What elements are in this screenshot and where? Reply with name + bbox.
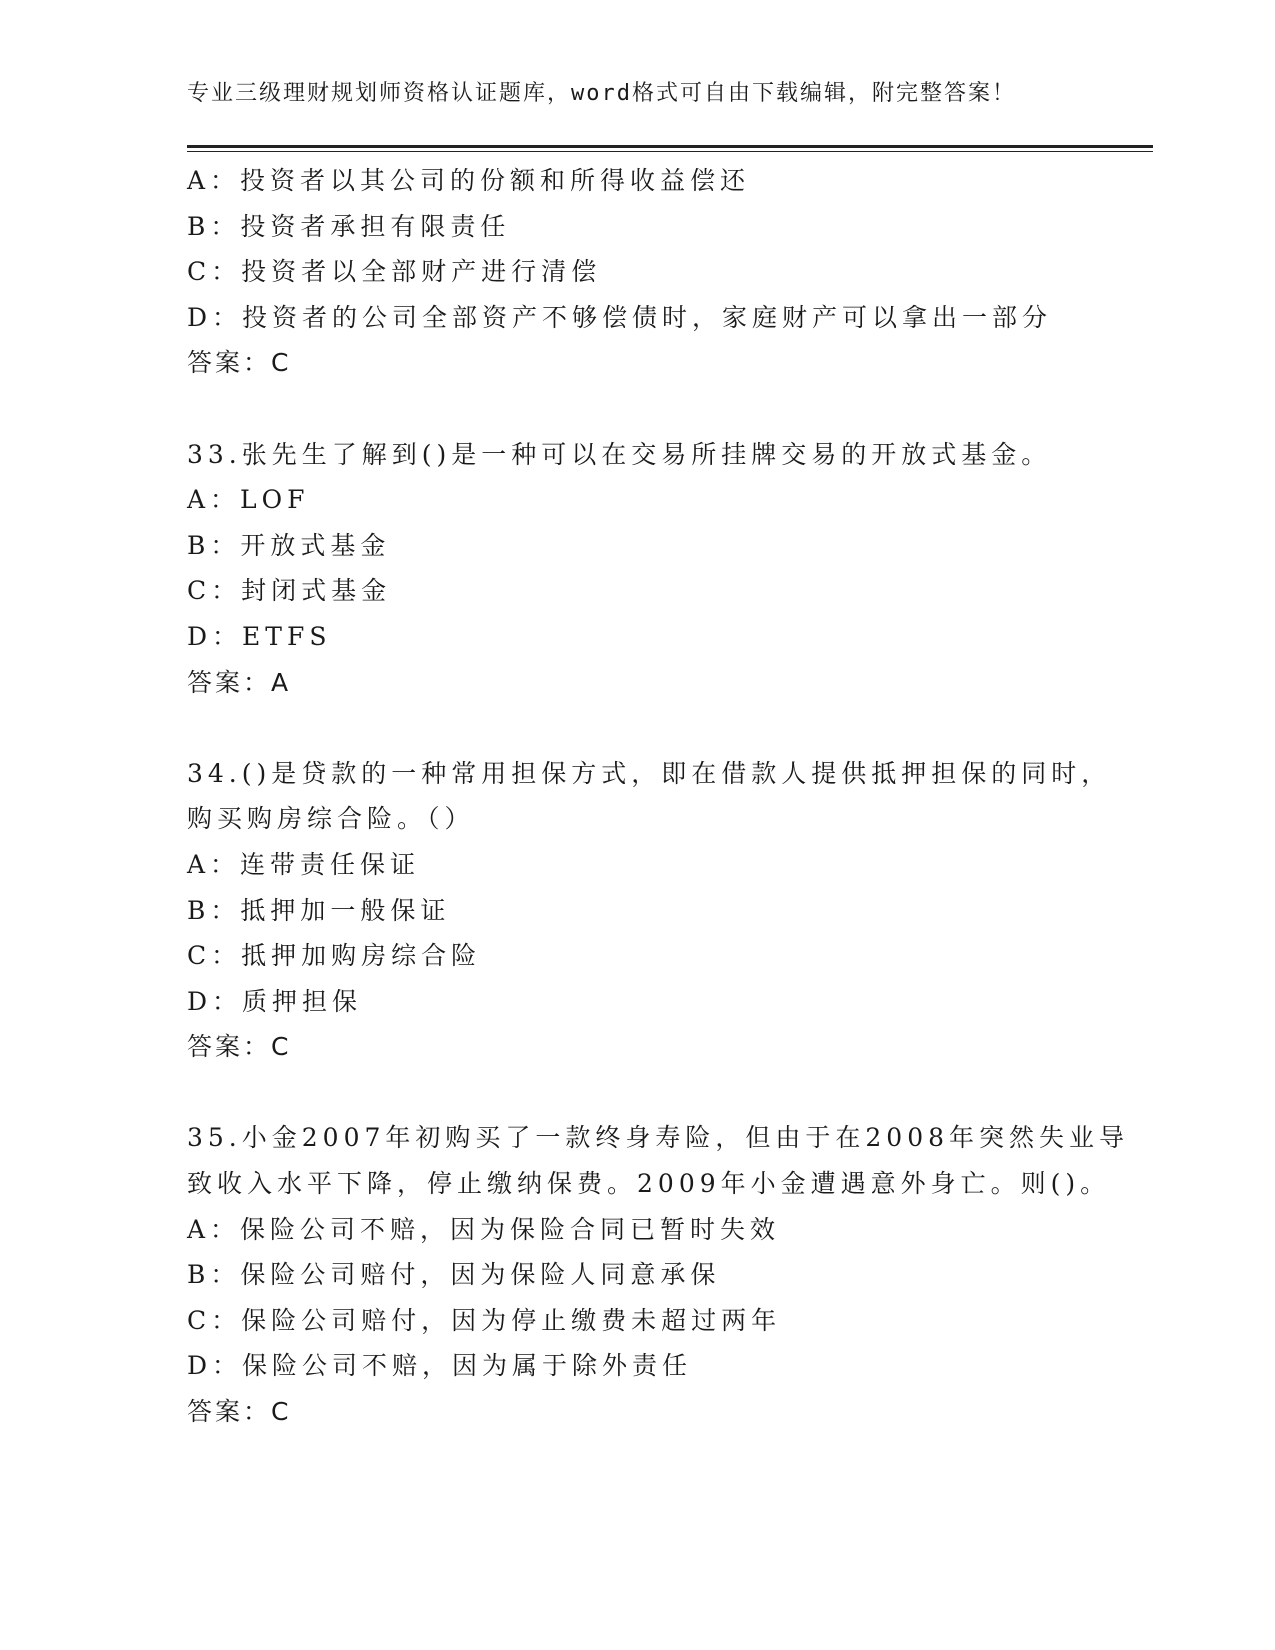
option-d: D：投资者的公司全部资产不够偿债时，家庭财产可以拿出一部分 — [187, 302, 1053, 332]
question-block-35 — [187, 1115, 1130, 1434]
option-b: B：抵押加一般保证 — [187, 895, 451, 925]
question-text-line2: 致收入水平下降，停止缴纳保费。2009年小金遭遇意外身亡。则()。 — [187, 1169, 1111, 1199]
option-a: A：保险公司不赔，因为保险合同已暂时失效 — [187, 1214, 781, 1244]
question-text-line1: 34.()是贷款的一种常用担保方式，即在借款人提供抵押担保的同时， — [187, 758, 1112, 788]
option-c: C：投资者以全部财产进行清偿 — [187, 257, 602, 287]
question-block-34 — [187, 751, 1127, 1070]
answer: 答案：C — [187, 348, 292, 378]
option-c: C：抵押加购房综合险 — [187, 941, 482, 971]
question-list — [187, 158, 1130, 1435]
option-b: B：投资者承担有限责任 — [187, 211, 511, 241]
question-block-33 — [187, 432, 1127, 706]
option-a: A：连带责任保证 — [187, 849, 421, 879]
option-c: C：保险公司赔付，因为停止缴费未超过两年 — [187, 1305, 782, 1335]
option-b: B：保险公司赔付，因为保险人同意承保 — [187, 1260, 721, 1290]
page-header: 专业三级理财规划师资格认证题库，word格式可自由下载编辑，附完整答案！ — [187, 81, 1016, 106]
option-b: B：开放式基金 — [187, 530, 391, 560]
option-a: A：LOF — [187, 485, 310, 515]
question-block-32 — [187, 158, 1127, 386]
question-text: 33.张先生了解到()是一种可以在交易所挂牌交易的开放式基金。 — [187, 439, 1052, 469]
answer: 答案：C — [187, 1032, 292, 1062]
answer: 答案：A — [187, 667, 292, 697]
option-d: D：ETFS — [187, 621, 332, 651]
option-d: D：质押担保 — [187, 986, 363, 1016]
header-rule — [187, 145, 1153, 148]
option-a: A：投资者以其公司的份额和所得收益偿还 — [187, 166, 751, 195]
option-c: C：封闭式基金 — [187, 576, 392, 606]
question-text-line2: 购买购房综合险。（） — [187, 804, 475, 834]
header-rule-thin — [187, 151, 1153, 152]
question-text-line1: 35.小金2007年初购买了一款终身寿险，但由于在2008年突然失业导 — [187, 1123, 1130, 1153]
answer: 答案：C — [187, 1397, 292, 1427]
option-d: D：保险公司不赔，因为属于除外责任 — [187, 1351, 693, 1381]
